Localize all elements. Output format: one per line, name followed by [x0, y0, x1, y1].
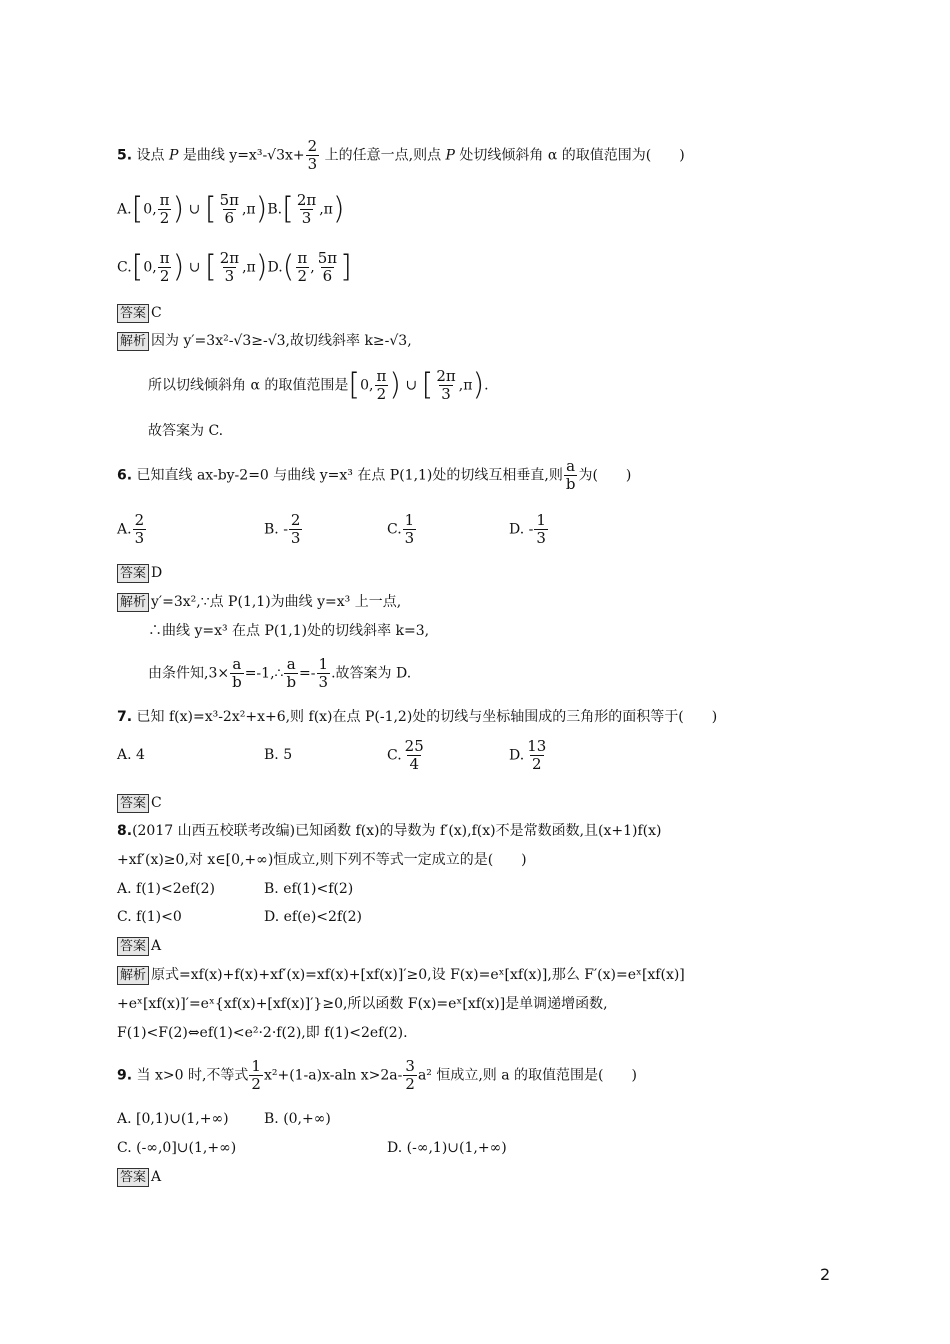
q9-option-c: C. (-∞,0]∪(1,+∞)	[117, 1140, 237, 1156]
q8-option-b: B. ef(1)<f(2)	[264, 881, 354, 897]
q8-option-d: D. ef(e)<2f(2)	[264, 909, 362, 925]
q8-stem-2: +xf′(x)≥0,对 x∈[0,+∞)恒成立,则下列不等式一定成立的是( )	[117, 852, 527, 868]
q7-answer: 答案 C	[117, 792, 162, 814]
q5-stem: 5. 设点 P 是曲线 y=x³-√3x+ $\frac{2}{3}$ 上的任意一点,则点 P 处切线倾斜角 α 的取值范围为( )	[117, 137, 685, 173]
q8-answer: 答案 A	[117, 935, 161, 957]
q7-option-b: B. 5	[264, 747, 293, 763]
q5-options-cd: C.[0, $\frac{\pi}{2}$ ) ∪ [ $\frac{2\pi}{3}$ ,π)D.( $\frac{\pi}{2}$ , $\frac{5\pi}{6}$ ]	[117, 249, 352, 285]
q6-answer: 答案 D	[117, 562, 162, 584]
q5-answer: 答案 C	[117, 302, 162, 324]
answer-tag: 答案	[117, 564, 149, 583]
answer-tag: 答案	[117, 304, 149, 323]
q5-analysis-1: 解析 因为 y′=3x²-√3≥-√3,故切线斜率 k≥-√3,	[117, 330, 412, 352]
q6-option-b: B. - $\frac{2}{3}$	[264, 511, 301, 547]
answer-tag: 答案	[117, 937, 149, 956]
q8-analysis-3: F(1)<F(2)⇔ef(1)<e²·2·f(2),即 f(1)<2ef(2).	[117, 1025, 408, 1041]
q6-option-a: A. $\frac{2}{3}$	[117, 511, 145, 547]
answer-tag: 答案	[117, 794, 149, 813]
option-d-label: D.	[267, 259, 283, 276]
q6-stem: 6. 已知直线 ax-by-2=0 与曲线 y=x³ 在点 P(1,1)处的切线互相垂直,则 $\frac{a}{b}$ 为( )	[117, 457, 632, 493]
q7-option-c: C. $\frac{25}{4}$	[387, 737, 424, 773]
q5-analysis-3: 故答案为 C.	[148, 423, 224, 439]
analysis-tag: 解析	[117, 332, 149, 351]
fraction: $\frac{2}{3}$	[307, 137, 318, 173]
option-c-label: C.	[117, 259, 132, 276]
q9-answer: 答案 A	[117, 1166, 161, 1188]
q8-option-a: A. f(1)<2ef(2)	[117, 881, 215, 897]
q6-analysis-3: 由条件知,3× $\frac{a}{b}$ =-1,∴ $\frac{a}{b}$ =- $\frac{1}{3}$ .故答案为 D.	[148, 655, 412, 691]
q9-option-d: D. (-∞,1)∪(1,+∞)	[387, 1140, 507, 1156]
q8-stem-1: 8.(2017 山西五校联考改编)已知函数 f(x)的导数为 f′(x),f(x)不是常数函数,且(x+1)f(x)	[117, 823, 662, 839]
q9-option-b: B. (0,+∞)	[264, 1111, 331, 1127]
q7-option-d: D. $\frac{13}{2}$	[509, 737, 547, 773]
option-b-label: B.	[267, 201, 283, 218]
q9-option-a: A. [0,1)∪(1,+∞)	[117, 1111, 229, 1127]
q5-options-ab: A.[0, $\frac{\pi}{2}$ ) ∪ [ $\frac{5\pi}{6}$ ,π)B.[ $\frac{2\pi}{3}$ ,π)	[117, 191, 345, 227]
q7-option-a: A. 4	[117, 747, 145, 763]
q8-analysis-1: 解析 原式=xf(x)+f(x)+xf′(x)=xf(x)+[xf(x)]′≥0,设 F(x)=eˣ[xf(x)],那么 F′(x)=eˣ[xf(x)]	[117, 964, 685, 986]
q6-analysis-2: ∴曲线 y=x³ 在点 P(1,1)处的切线斜率 k=3,	[148, 623, 430, 639]
analysis-tag: 解析	[117, 966, 149, 985]
analysis-tag: 解析	[117, 593, 149, 612]
q8-analysis-2: +eˣ[xf(x)]′=eˣ{xf(x)+[xf(x)]′}≥0,所以函数 F(x)=eˣ[xf(x)]是单调递增函数,	[117, 996, 608, 1012]
q5-analysis-2: 所以切线倾斜角 α 的取值范围是[0, $\frac{\pi}{2}$ ) ∪ [ $\frac{2\pi}{3}$ ,π).	[148, 367, 489, 403]
q7-stem: 7. 已知 f(x)=x³-2x²+x+6,则 f(x)在点 P(-1,2)处的切线与坐标轴围成的三角形的面积等于( )	[117, 709, 718, 725]
page-number: 2	[820, 1265, 831, 1284]
q6-analysis-1: 解析 y′=3x²,∵点 P(1,1)为曲线 y=x³ 上一点,	[117, 591, 401, 613]
q8-option-c: C. f(1)<0	[117, 909, 182, 925]
q6-option-d: D. - $\frac{1}{3}$	[509, 511, 546, 547]
q7-number: 7.	[117, 709, 133, 725]
q9-number: 9.	[117, 1067, 133, 1084]
q6-number: 6.	[117, 467, 133, 484]
option-a-label: A.	[117, 201, 132, 218]
q9-stem: 9. 当 x>0 时,不等式 $\frac{1}{2}$ x²+(1-a)x-aln x>2a- $\frac{3}{2}$ a² 恒成立,则 a 的取值范围是( )	[117, 1057, 637, 1093]
answer-tag: 答案	[117, 1168, 149, 1187]
q5-number: 5.	[117, 147, 133, 164]
q6-option-c: C. $\frac{1}{3}$	[387, 511, 415, 547]
q8-number: 8.	[117, 823, 133, 839]
